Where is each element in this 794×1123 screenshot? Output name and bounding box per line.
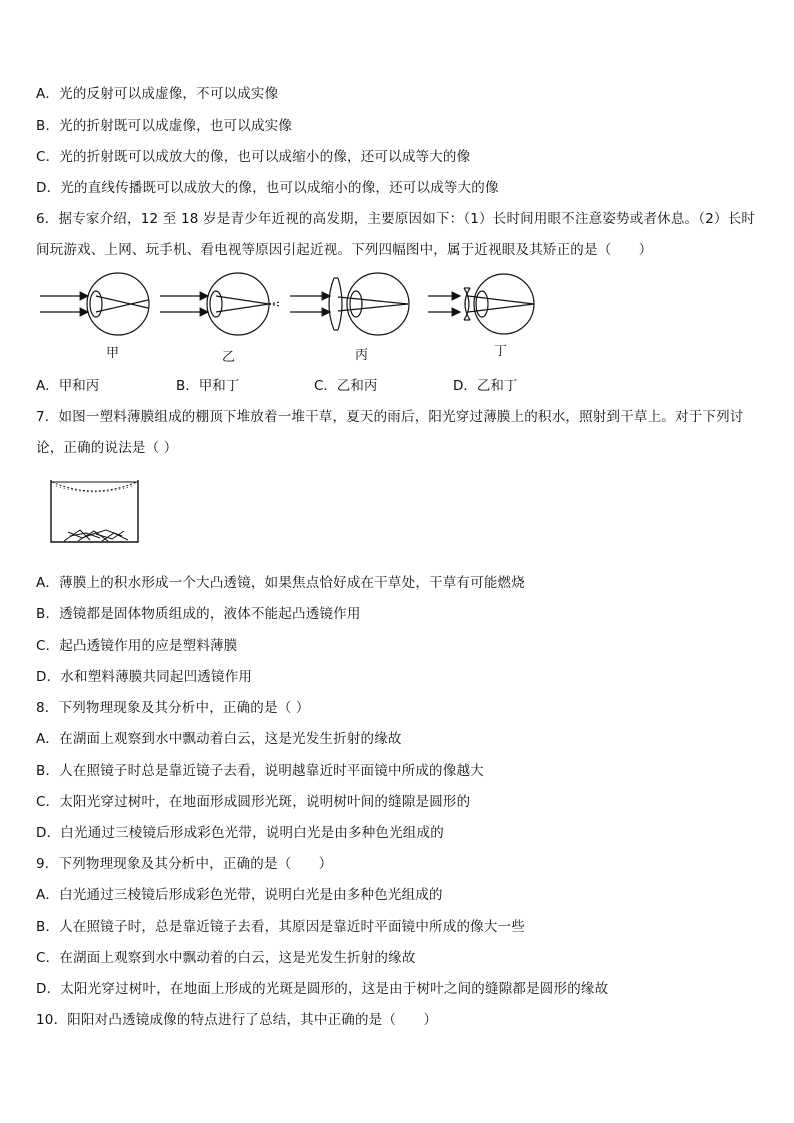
- figure-label-jia: 甲: [106, 346, 120, 361]
- q6-stem-line1: 6．据专家介绍，12 至 18 岁是青少年近视的高发期，主要原因如下：（1）长时间用眼不注意姿势或者休息。（2）长时: [36, 211, 756, 227]
- q8-option-b: B．人在照镜子时总是靠近镜子去看，说明越靠近时平面镜中所成的像越大: [36, 763, 484, 779]
- q6-option-c: C．乙和丙: [314, 378, 378, 394]
- q9-stem: 9．下列物理现象及其分析中，正确的是（ ）: [36, 856, 333, 872]
- q5-option-b: B．光的折射既可以成虚像，也可以成实像: [36, 118, 293, 134]
- q8-stem: 8．下列物理现象及其分析中，正确的是（ ）: [36, 700, 310, 716]
- q6-option-b: B．甲和丁: [176, 378, 240, 394]
- eye-diagram-yi: [158, 272, 288, 342]
- q7-stem-line1: 7．如图一塑料薄膜组成的棚顶下堆放着一堆干草，夏天的雨后，阳光穿过薄膜上的积水，照射到干草上。对于下列讨: [36, 409, 744, 425]
- q7-option-a: A．薄膜上的积水形成一个大凸透镜，如果焦点恰好成在干草处，干草有可能燃烧: [36, 575, 525, 591]
- q9-option-b: B．人在照镜子时，总是靠近镜子去看，其原因是靠近时平面镜中所成的像大一些: [36, 919, 525, 935]
- eye-diagram-bing: [290, 272, 420, 342]
- q6-option-d: D．乙和丁: [453, 378, 518, 394]
- q5-option-d: D．光的直线传播既可以成放大的像，也可以成缩小的像，还可以成等大的像: [36, 180, 499, 196]
- q7-option-d: D．水和塑料薄膜共同起凹透镜作用: [36, 669, 253, 685]
- eye-diagram-jia: [38, 272, 168, 342]
- q7-option-b: B．透镜都是固体物质组成的，液体不能起凸透镜作用: [36, 606, 361, 622]
- q8-option-a: A．在湖面上观察到水中飘动着白云，这是光发生折射的缘故: [36, 731, 402, 747]
- greenhouse-diagram: [50, 478, 140, 544]
- q6-option-a: A．甲和丙: [36, 378, 100, 394]
- q9-option-d: D．太阳光穿过树叶，在地面上形成的光斑是圆形的，这是由于树叶之间的缝隙都是圆形的缘故: [36, 981, 609, 997]
- q8-option-d: D．白光通过三棱镜后形成彩色光带，说明白光是由多种色光组成的: [36, 825, 444, 841]
- q9-option-a: A．白光通过三棱镜后形成彩色光带，说明白光是由多种色光组成的: [36, 887, 443, 903]
- q7-option-c: C．起凸透镜作用的应是塑料薄膜: [36, 638, 238, 654]
- q5-option-c: C．光的折射既可以成放大的像，也可以成缩小的像，还可以成等大的像: [36, 149, 471, 165]
- figure-label-yi: 乙: [222, 350, 236, 365]
- figure-label-bing: 丙: [355, 348, 369, 363]
- q9-option-c: C．在湖面上观察到水中飘动着的白云，这是光发生折射的缘故: [36, 950, 416, 966]
- q5-option-a: A．光的反射可以成虚像，不可以成实像: [36, 86, 279, 102]
- q10-stem: 10．阳阳对凸透镜成像的特点进行了总结，其中正确的是（ ）: [36, 1012, 438, 1028]
- q6-stem-line2: 间玩游戏、上网、玩手机、看电视等原因引起近视。下列四幅图中，属于近视眼及其矫正的是（ ）: [36, 242, 653, 258]
- figure-label-ding: 丁: [494, 344, 508, 359]
- q7-stem-line2: 论，正确的说法是（ ）: [36, 440, 178, 456]
- eye-diagram-ding: [428, 272, 558, 342]
- q8-option-c: C．太阳光穿过树叶，在地面形成圆形光斑，说明树叶间的缝隙是圆形的: [36, 794, 471, 810]
